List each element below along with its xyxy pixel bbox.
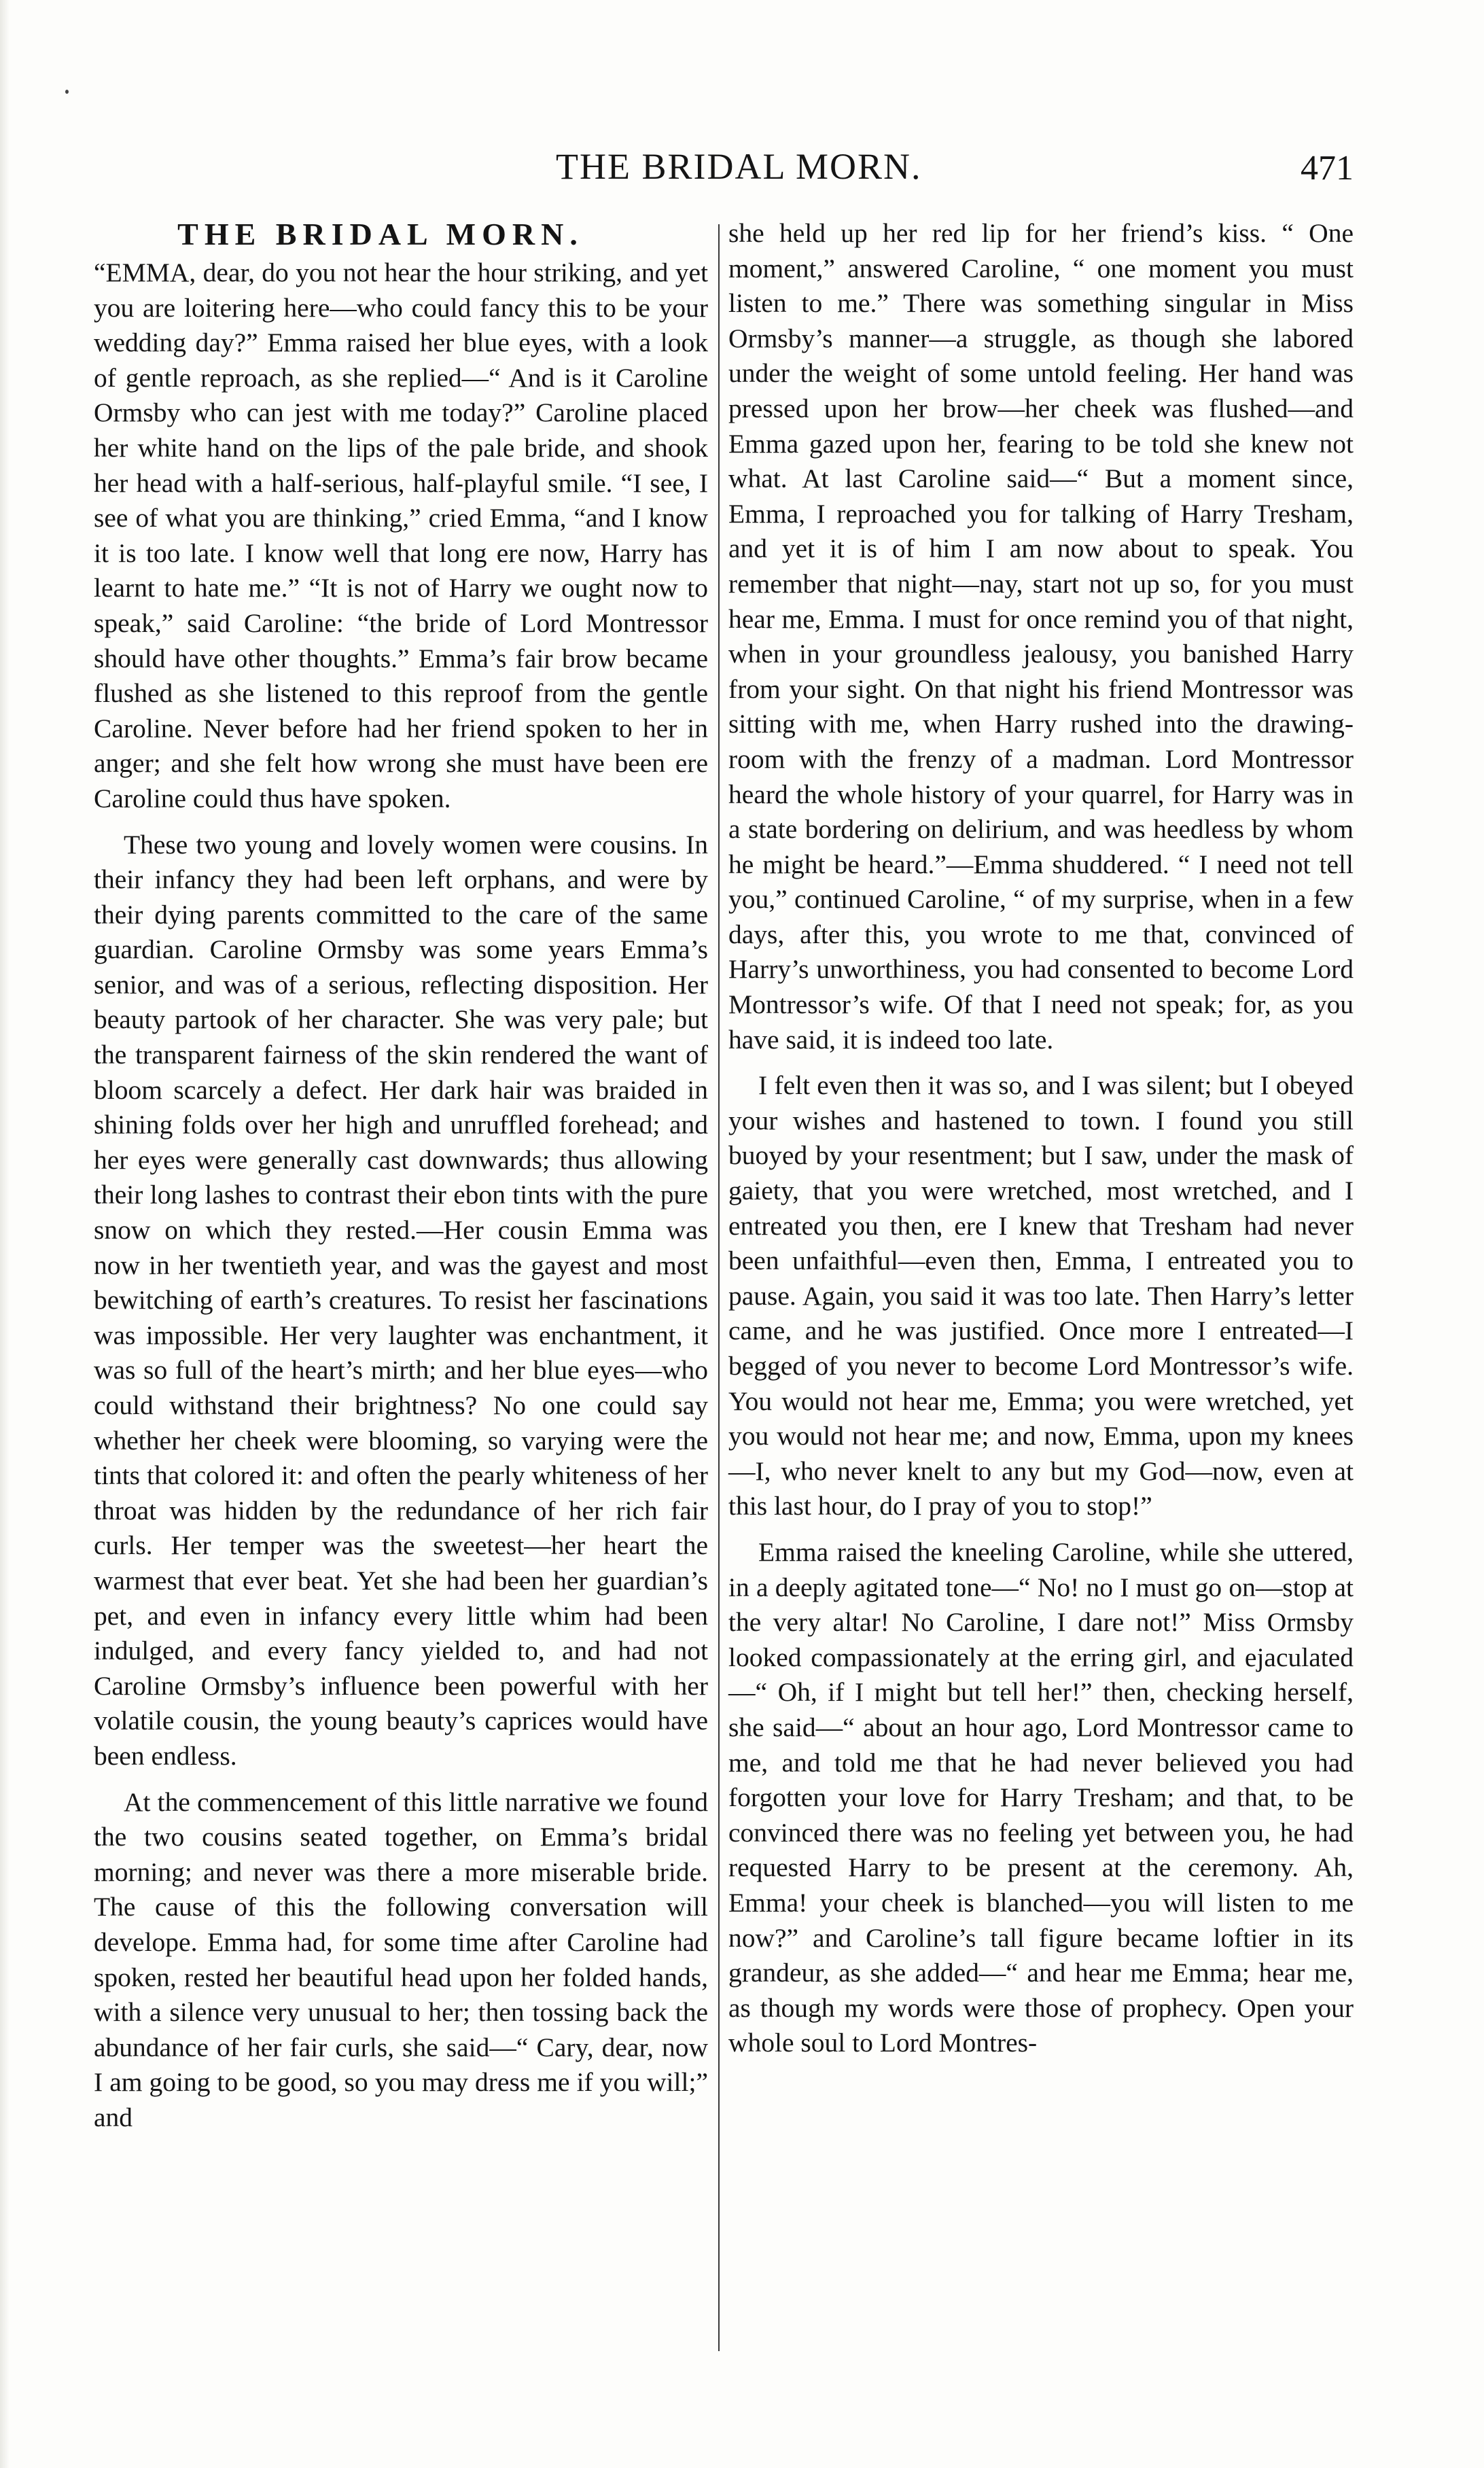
paragraph-5: I felt even then it was so, and I was silent; but I obeyed your wishes and hastened to town. I found you still buoyed by your resentment; but I saw, under the mask of gaiety, that you were wretched, most wretched, and I entreated you then, ere I knew that Tresham had never been unfaithful—even then, Emma, I entreated you to pause. Again, you said it was too late. Then Harry’s letter came, and he was justified. Once more I entreated—I begged of you never to become Lord Montressor’s wife. You would not hear me, Emma; you were wretched, yet you would not hear me; and now, Emma, upon my knees—I, who never knelt to any but my God—now, even at this last hour, do I pray of you to stop!”	[728, 1070, 1354, 1521]
running-header	[0, 145, 1484, 193]
page-number: 471	[1301, 149, 1354, 188]
left-column	[94, 216, 708, 2135]
paragraph-4: she held up her red lip for her friend’s kiss. “ One moment,” answered Caroline, “ one moment you must listen to me.” There was something singular in Miss Ormsby’s manner—a struggle, as though she labored under the weight of some untold feeling. Her hand was pressed upon her brow—her cheek was flushed—and Emma gazed upon her, fearing to be told she knew not what. At last Caroline said—“ But a moment since, Emma, I reproached you for talking of Harry Tresham, and yet it is of him I am now about to speak. You remember that night—nay, start not up so, for you must hear me, Emma. I must for once remind you of that night, when in your groundless jealousy, you banished Harry from your sight. On that night his friend Montressor was sitting with me, when Harry rushed into the drawing-room with the frenzy of a madman. Lord Montressor heard the whole history of your quarrel, for Harry was in a state bordering on delirium, and was heedless by whom he might be heard.”—Emma shuddered. “ I need not tell you,” continued Caroline, “ of my surprise, when in a few days, after this, you wrote to me that, convinced of Harry’s unworthiness, you had consented to become Lord Montressor’s wife. Of that I need not speak; for, as you have said, it is indeed too late.	[728, 218, 1354, 1055]
paragraph-6: Emma raised the kneeling Caroline, while she uttered, in a deeply agitated tone—“ No! no I must go on—stop at the very altar! No Caroline, I dare not!” Miss Ormsby looked compassionately at the erring girl, and ejaculated—“ Oh, if I might but tell her!” then, checking herself, she said—“ about an hour ago, Lord Montressor came to me, and told me that he had never believed you had forgotten your love for Harry Tresham; and that, to be convinced there was no feeling yet between you, he had requested Harry to be present at the ceremony. Ah, Emma! your cheek is blanched—you will listen to me now?” and Caroline’s tall figure became loftier in its grandeur, as she added—“ and hear me Emma; hear me, as though my words were those of prophecy. Open your whole soul to Lord Montres-	[728, 1536, 1354, 2058]
page-edge-shadow	[0, 0, 10, 2468]
paragraph-1: “EMMA, dear, do you not hear the hour striking, and yet you are loitering here—who could fancy this to be your wedding day?” Emma raised her blue eyes, with a look of gentle reproach, as she replied—“ And is it Caroline Ormsby who can jest with me today?” Caroline placed her white hand on the lips of the pale bride, and shook her head with a half-serious, half-playful smile. “I see, I see of what you are thinking,” cried Emma, “and I know it is too late. I know well that long ere now, Harry has learnt to hate me.” “It is not of Harry we ought now to speak,” said Caroline: “the bride of Lord Montressor should have other thoughts.” Emma’s fair brow became flushed as she listened to this reproof from the gentle Caroline. Never before had her friend spoken to her in anger; and she felt how wrong she must have been ere Caroline could thus have spoken.	[94, 258, 708, 813]
column-divider	[718, 224, 720, 2351]
running-title: THE BRIDAL MORN.	[556, 146, 922, 187]
right-column	[728, 216, 1354, 2061]
article-title: THE BRIDAL MORN.	[177, 217, 584, 251]
ink-speck	[65, 90, 69, 94]
paragraph-3: At the commencement of this little narrative we found the two cousins seated together, on Emma’s bridal morning; and never was there a more miserable bride. The cause of this the following conversation will develope. Emma had, for some time after Caroline had spoken, rested her beautiful head upon her folded hands, with a silence very unusual to her; then tossing back the abundance of her fair curls, she said—“ Cary, dear, now I am going to be good, so you may dress me if you will;” and	[94, 1786, 708, 2132]
paragraph-2: These two young and lovely women were cousins. In their infancy they had been left orphans, and were by their dying parents committed to the care of the same guardian. Caroline Ormsby was some years Emma’s senior, and was of a serious, reflecting disposition. Her beauty partook of her character. She was very pale; but the transparent fairness of the skin rendered the want of bloom scarcely a defect. Her dark hair was braided in shining folds over her high and unruffled forehead; and her eyes were generally cast downwards; thus allowing their long lashes to contrast their ebon tints with the pure snow on which they rested.—Her cousin Emma was now in her twentieth year, and was the gayest and most bewitching of earth’s creatures. To resist her fascinations was impossible. Her very laughter was enchantment, it was so full of the heart’s mirth; and her blue eyes—who could withstand their brightness? No one could say whether her cheek were blooming, so varying were the tints that colored it: and often the pearly whiteness of her throat was hidden by the redundance of her rich fair curls. Her temper was the sweetest—her heart the warmest that ever beat. Yet she had been her guardian’s pet, and even in infancy every little whim had been indulged, and every fancy yielded to, and had not Caroline Ormsby’s influence been powerful with her volatile cousin, the young beauty’s caprices would have been endless.	[94, 829, 708, 1771]
